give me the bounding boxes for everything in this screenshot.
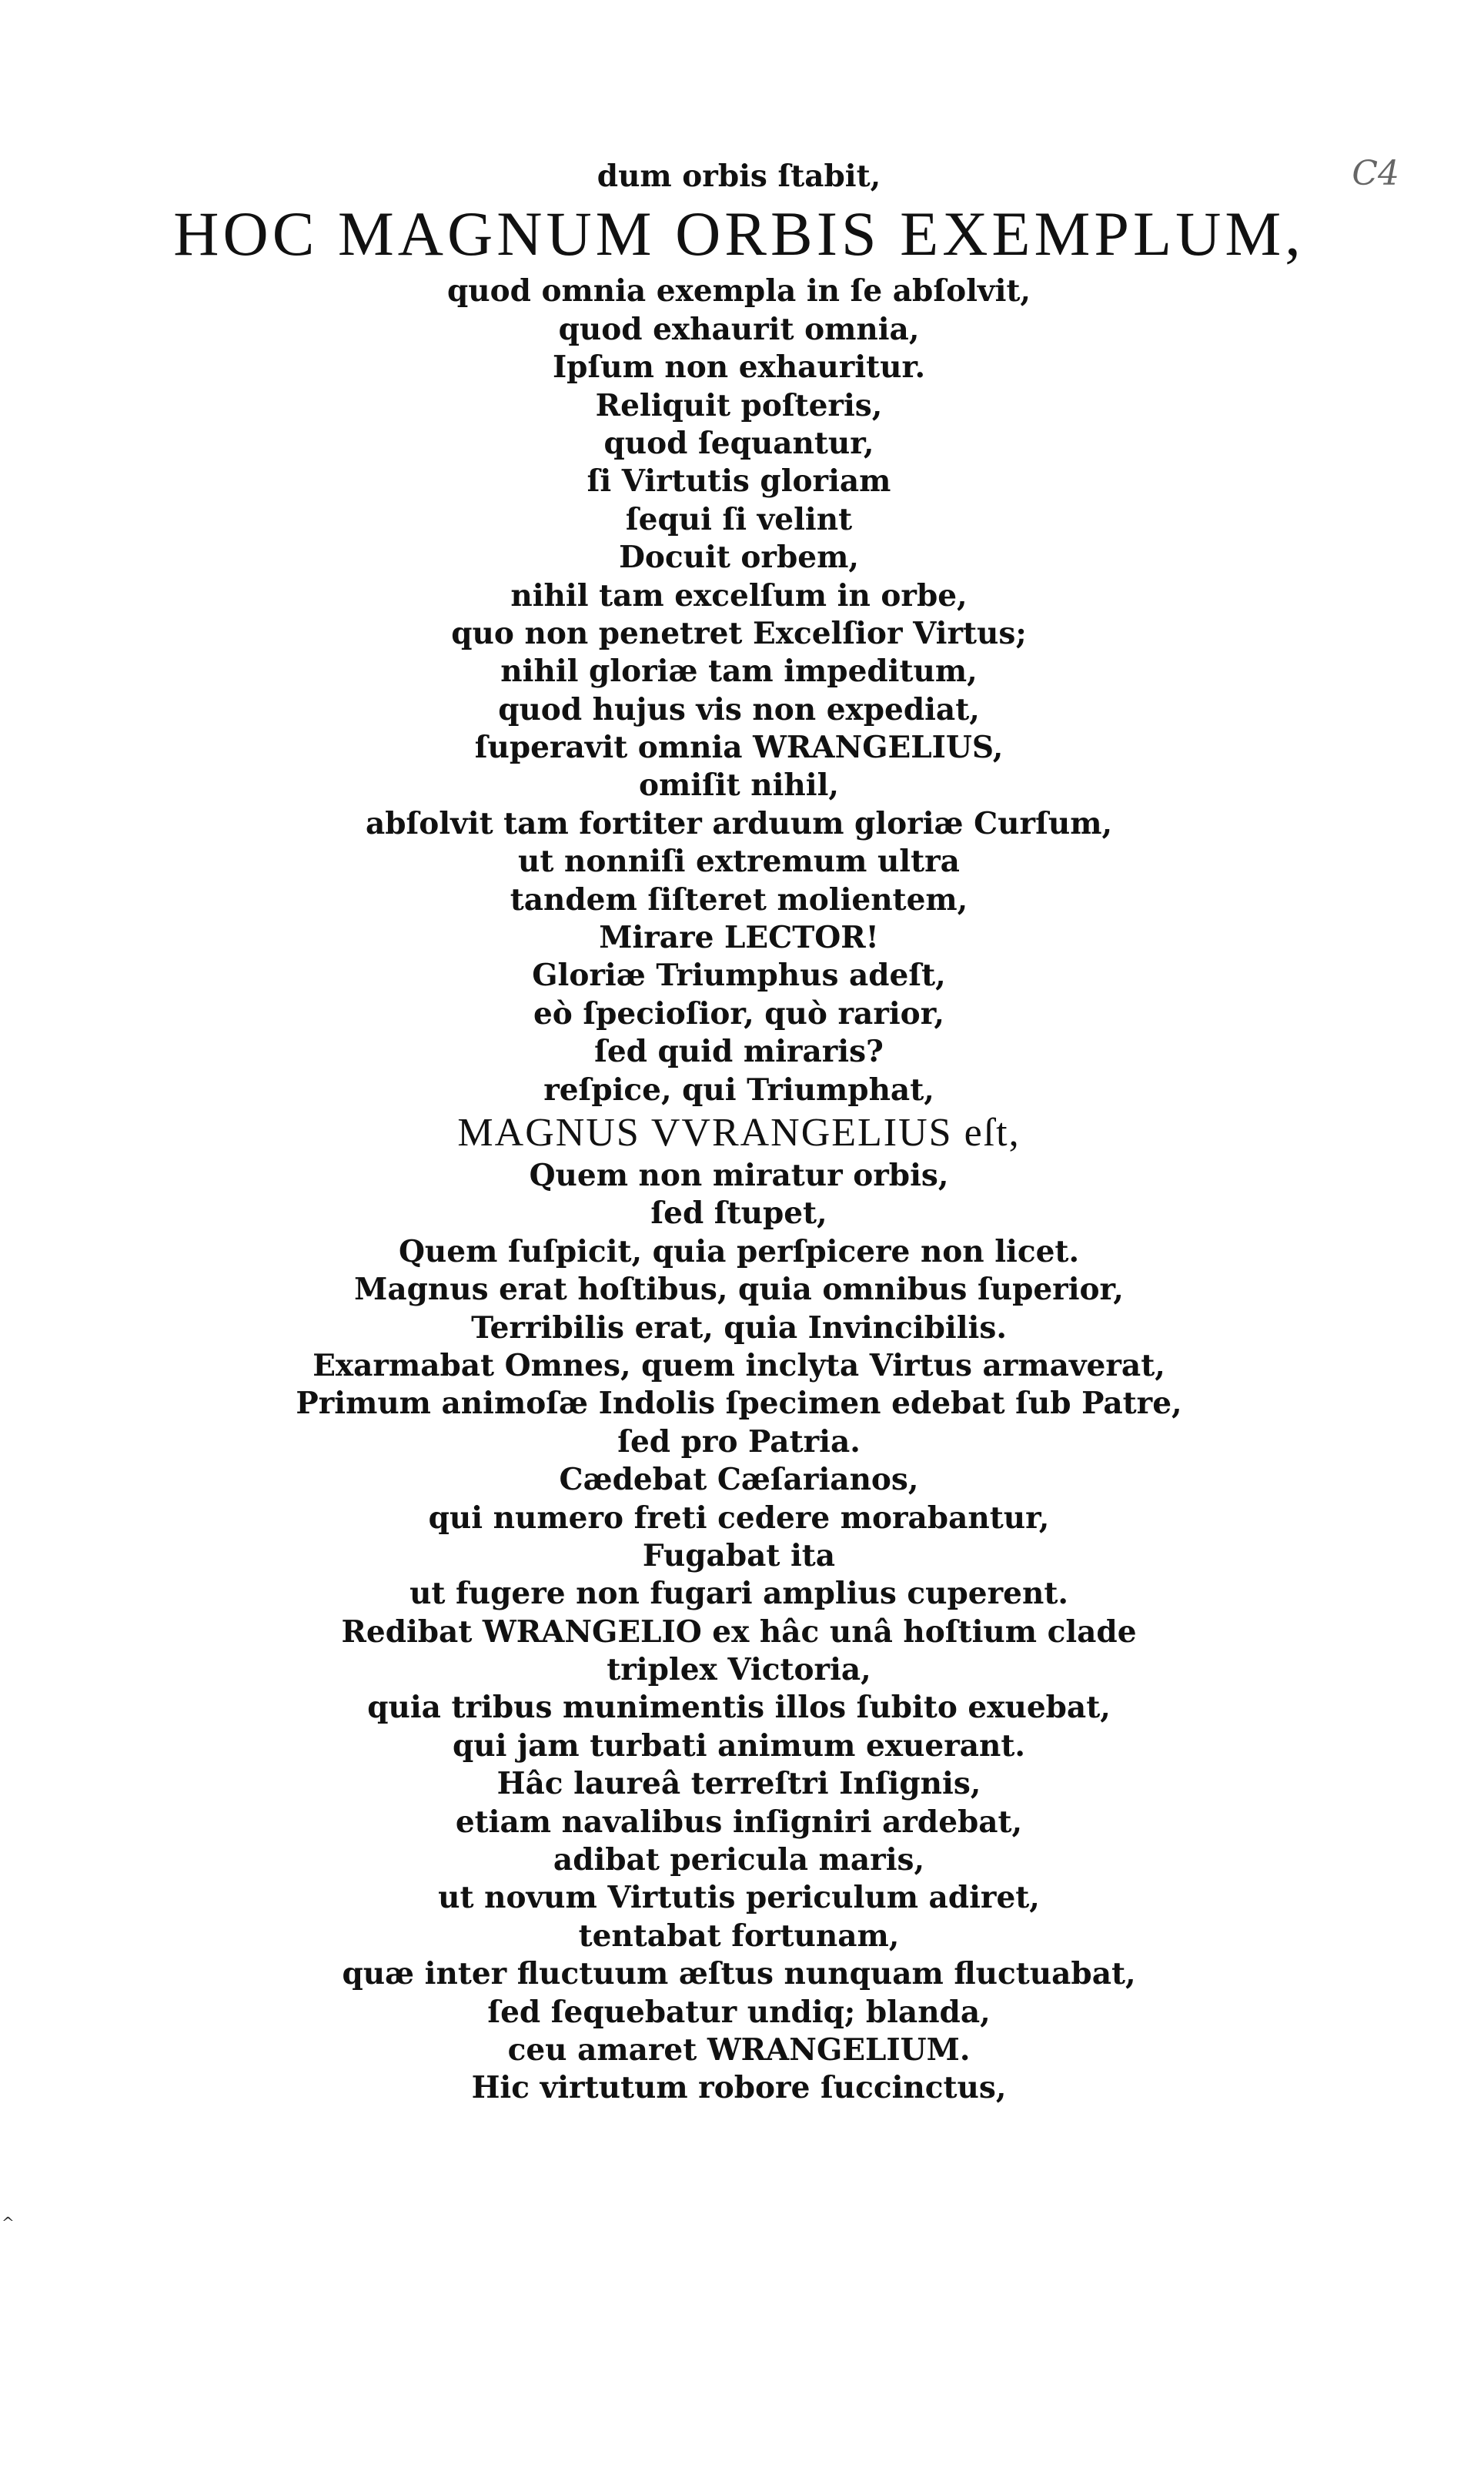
text-line: Docuit orbem, <box>619 540 859 576</box>
text-line: Hâc laureâ terreſtri Inſignis, <box>496 1766 981 1802</box>
text-line: ceu amaret WRANGELIUM. <box>507 2032 971 2068</box>
text-line: ſi Virtutis gloriam <box>587 463 891 500</box>
text-line: ſed ſtupet, <box>650 1196 827 1232</box>
text-line: etiam navalibus inſigniri ardebat, <box>455 1804 1023 1840</box>
text-line: tentabat fortunam, <box>578 1918 900 1954</box>
text-line: Cædebat Cæſarianos, <box>559 1462 919 1498</box>
text-line: ſequi ſi velint <box>625 501 853 537</box>
page-folio-mark: C4 <box>1352 154 1399 193</box>
text-line: quia tribus munimentis illos ſubito exuebat, <box>367 1690 1111 1726</box>
text-line: nihil gloriæ tam impeditum, <box>500 654 978 690</box>
text-line: eò ſpecioſior, quò rarior, <box>533 995 944 1032</box>
text-line: dum orbis ſtabit, <box>597 159 881 194</box>
text-line: Quem ſuſpicit, quia perſpicere non licet. <box>398 1233 1080 1269</box>
text-line: ſed pro Patria. <box>617 1423 861 1460</box>
text-line: Ipſum non exhauritur. <box>552 349 926 386</box>
text-line: quo non penetret Excelſior Virtus; <box>451 615 1027 651</box>
text-line: qui numero freti cedere morabantur, <box>428 1500 1050 1536</box>
text-column <box>139 158 1339 2108</box>
text-line: Mirare LECTOR! <box>599 920 879 956</box>
text-line: ſuperavit omnia WRANGELIUS, <box>474 730 1004 766</box>
text-line: Gloriæ Triumphus adeſt, <box>532 958 946 994</box>
text-line: Terribilis erat, quia Invincibilis. <box>471 1309 1007 1346</box>
heading-hoc-magnum: HOC MAGNUM ORBIS EXEMPLUM, <box>173 199 1305 269</box>
text-line: quod hujus vis non expediat, <box>498 691 980 727</box>
text-line: quod exhaurit omnia, <box>558 311 920 347</box>
text-line: ut nonniſi extremum ultra <box>518 844 960 880</box>
text-line: quæ inter fluctuum æſtus nunquam fluctuabat, <box>342 1956 1136 1992</box>
text-line: ſed ſequebatur undiq; blanda, <box>487 1994 991 2030</box>
heading-magnus-vvrangelius: MAGNUS VVRANGELIUS eſt, <box>457 1110 1021 1155</box>
text-line: ſed quid miraris? <box>594 1034 884 1070</box>
text-line: adibat pericula maris, <box>553 1842 925 1878</box>
text-line: Reliquit poſteris, <box>595 387 883 423</box>
text-line: abſolvit tam fortiter arduum gloriæ Curſum, <box>365 805 1113 841</box>
text-line: Exarmabat Omnes, quem inclyta Virtus armaverat, <box>313 1347 1165 1383</box>
text-line: qui jam turbati animum exuerant. <box>452 1727 1025 1764</box>
text-line: nihil tam excelſum in orbe, <box>510 577 968 614</box>
text-line: quod ſequantur, <box>603 425 874 461</box>
text-line: omiſit nihil, <box>638 767 839 804</box>
text-line: triplex Victoria, <box>607 1652 871 1688</box>
text-line: quod omnia exempla in ſe abſolvit, <box>447 273 1031 309</box>
text-line: ut novum Virtutis periculum adiret, <box>438 1880 1040 1916</box>
text-line: Fugabat ita <box>642 1537 836 1573</box>
text-line: Hic virtutum robore ſuccinctus, <box>471 2070 1007 2106</box>
text-line: Primum animoſæ Indolis ſpecimen edebat ſub Patre, <box>296 1386 1182 1422</box>
text-line: Quem non miratur orbis, <box>529 1157 949 1193</box>
text-line: Magnus erat hoſtibus, quia omnibus ſuperior, <box>354 1272 1124 1308</box>
text-line: Redibat WRANGELIO ex hâc unâ hoſtium clade <box>341 1614 1137 1650</box>
stray-ink-mark: ^ <box>2 2213 15 2232</box>
text-line: reſpice, qui Triumphat, <box>543 1072 934 1108</box>
text-line: tandem ſiſteret molientem, <box>510 881 968 918</box>
text-line: ut fugere non fugari amplius cuperent. <box>409 1576 1068 1612</box>
